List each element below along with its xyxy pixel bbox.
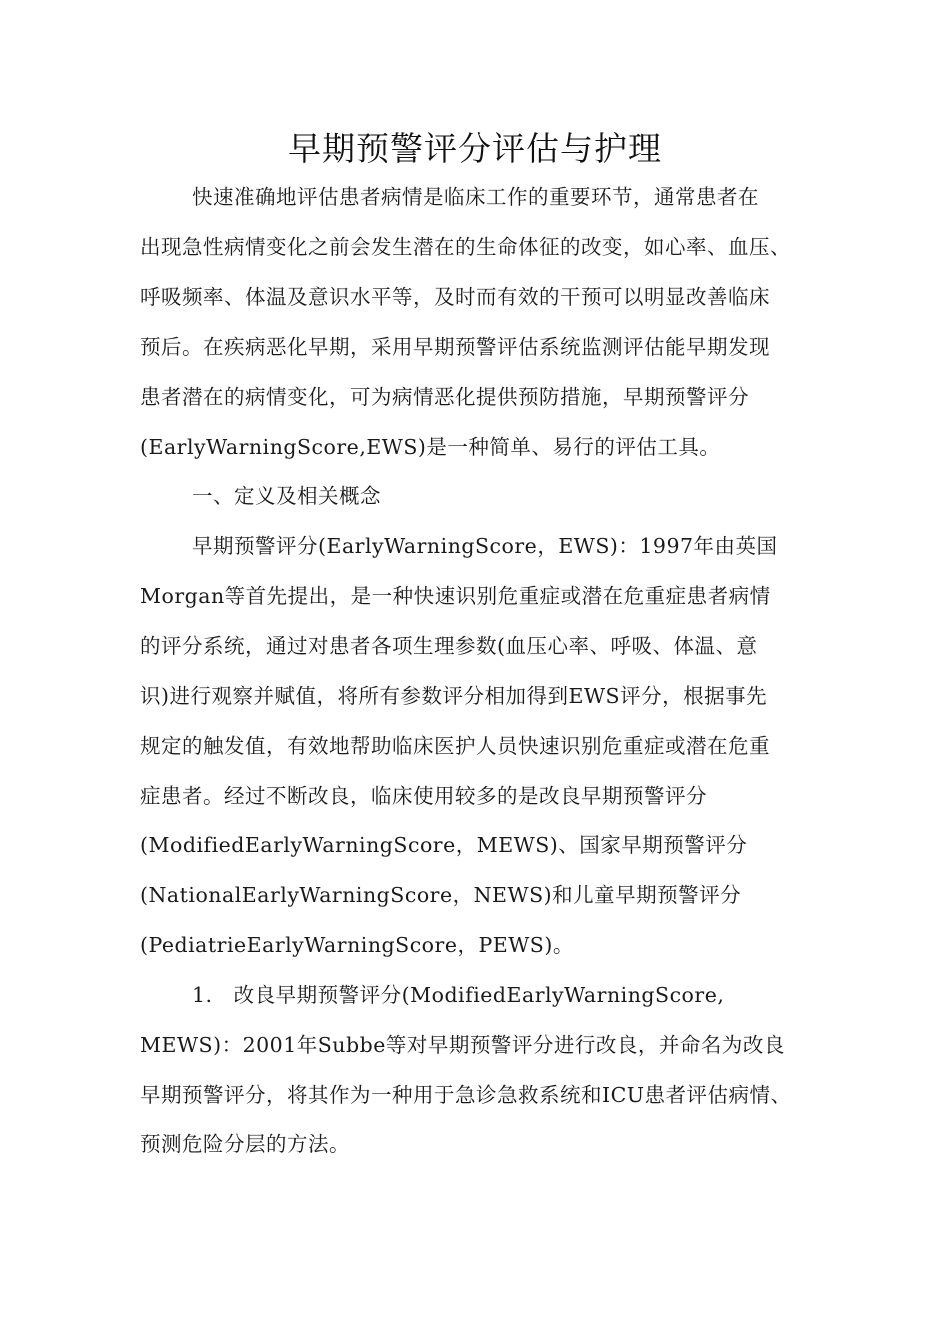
body-text-line: (EarlyWarningScore,EWS)是一种简单、易行的评估工具。 [140,435,721,459]
body-text-line: 早期预警评分，将其作为一种用于急诊急救系统和ICU患者评估病情、 [140,1083,792,1107]
body-text-line: 快速准确地评估患者病情是临床工作的重要环节，通常患者在 [192,185,759,209]
body-text-line: (PediatrieEarlyWarningScore，PEWS)。 [140,933,574,957]
body-text-line: Morgan等首先提出，是一种快速识别危重症或潜在危重症患者病情 [140,584,771,608]
body-text-line: (NationalEarlyWarningScore，NEWS)和儿童早期预警评分 [140,883,742,907]
body-text-line: 早期预警评分(EarlyWarningScore，EWS)：1997年由英国 [192,534,778,558]
body-text-line: 患者潜在的病情变化，可为病情恶化提供预防措施，早期预警评分 [140,385,749,409]
body-text-line: (ModifiedEarlyWarningScore，MEWS)、国家早期预警评分 [140,833,748,857]
body-text-line: 呼吸频率、体温及意识水平等，及时而有效的干预可以明显改善临床 [140,285,770,309]
numbered-item: 1. 改良早期预警评分(ModifiedEarlyWarningScore, [192,983,725,1007]
body-text-line: MEWS)：2001年Subbe等对早期预警评分进行改良，并命名为改良 [140,1033,785,1057]
body-text-line: 预测危险分层的方法。 [140,1132,350,1156]
body-text-line: 出现急性病情变化之前会发生潜在的生命体征的改变，如心率、血压、 [140,235,791,259]
body-text-line: 识)进行观察并赋值，将所有参数评分相加得到EWS评分，根据事先 [140,684,768,708]
document-title: 早期预警评分评估与护理 [288,129,662,168]
body-text-line: 预后。在疾病恶化早期，采用早期预警评估系统监测评估能早期发现 [140,335,770,359]
body-text-line: 规定的触发值，有效地帮助临床医护人员快速识别危重症或潜在危重 [140,734,770,758]
body-text-line: 的评分系统，通过对患者各项生理参数(血压心率、呼吸、体温、意 [140,634,758,658]
section-heading: 一、定义及相关概念 [192,484,381,508]
body-text-line: 症患者。经过不断改良，临床使用较多的是改良早期预警评分 [140,784,707,808]
